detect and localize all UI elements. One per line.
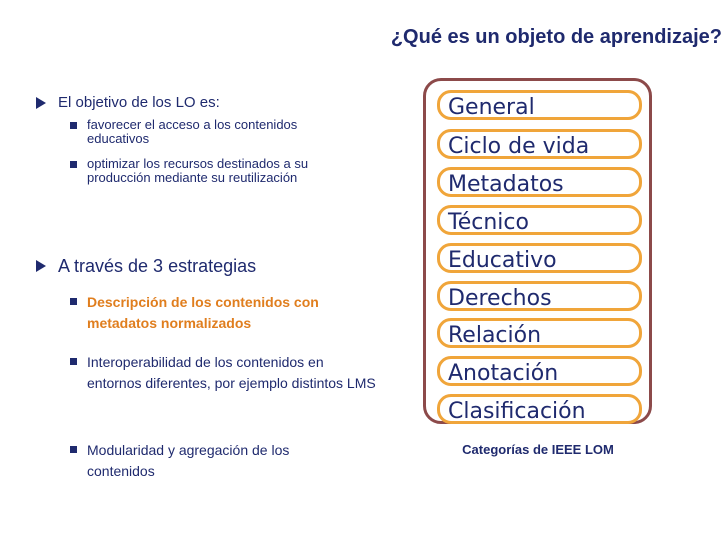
bullet-text: A través de 3 estrategias <box>58 256 257 276</box>
bullet-strategies <box>36 256 256 277</box>
category-tecnico: Técnico <box>437 205 642 235</box>
sub-bullet-text: Descripción de los contenidos con metadatos normalizados <box>87 294 319 331</box>
category-general: General <box>437 90 642 120</box>
category-ciclo-de-vida: Ciclo de vida <box>437 129 642 159</box>
sub-bullet-interoperability <box>70 352 380 394</box>
category-relacion: Relación <box>437 318 642 348</box>
bullet-text: El objetivo de los LO es: <box>58 94 220 111</box>
category-metadatos: Metadatos <box>437 167 642 197</box>
square-bullet-icon <box>70 298 77 305</box>
category-anotacion: Anotación <box>437 356 642 386</box>
categories-caption: Categorías de IEEE LOM <box>462 442 614 457</box>
page-title: ¿Qué es un objeto de aprendizaje? <box>390 26 722 48</box>
sub-bullet-text: optimizar los recursos destinados a su producción mediante su reutilización <box>87 156 309 185</box>
sub-bullet-modularity <box>70 440 360 482</box>
square-bullet-icon <box>70 161 77 168</box>
category-derechos: Derechos <box>437 281 642 311</box>
sub-bullet-optimize <box>70 157 320 185</box>
triangle-bullet-icon <box>36 260 46 272</box>
square-bullet-icon <box>70 446 77 453</box>
triangle-bullet-icon <box>36 97 46 109</box>
sub-bullet-text: Modularidad y agregación de los contenidos <box>87 442 290 479</box>
sub-bullet-access <box>70 118 330 146</box>
sub-bullet-text: favorecer el acceso a los contenidos educativos <box>87 117 298 146</box>
square-bullet-icon <box>70 122 77 129</box>
category-educativo: Educativo <box>437 243 642 273</box>
square-bullet-icon <box>70 358 77 365</box>
sub-bullet-text: Interoperabilidad de los contenidos en entornos diferentes, por ejemplo distintos LMS <box>87 354 376 391</box>
sub-bullet-description <box>70 292 370 334</box>
category-clasificacion: Clasificación <box>437 394 642 424</box>
bullet-objective <box>36 94 220 111</box>
